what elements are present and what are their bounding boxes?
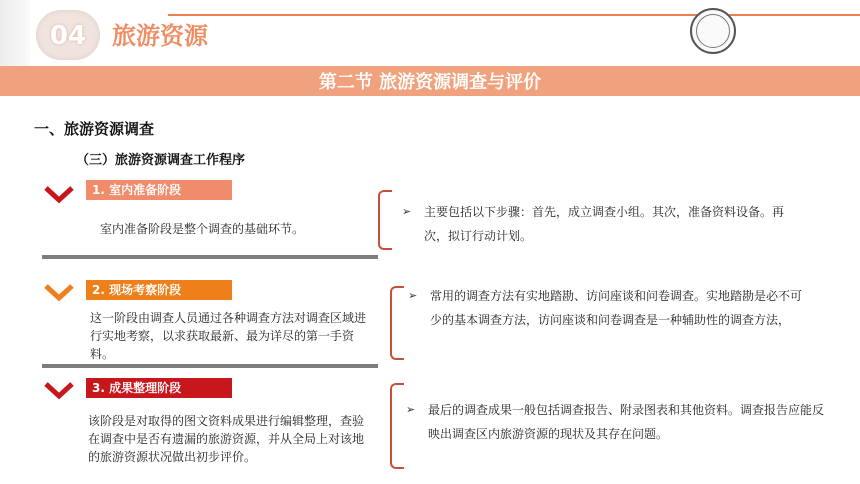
heading-level2: （三）旅游资源调查工作程序	[76, 153, 246, 168]
stage-1-brace	[378, 190, 392, 250]
stage-1-label: 1. 室内准备阶段	[86, 180, 232, 200]
stage-1-notes-text: 主要包括以下步骤：首先，成立调查小组。其次，准备资料设备。再次，拟订行动计划。	[424, 205, 785, 243]
stage-2-notes	[408, 284, 808, 332]
chapter-banner	[0, 66, 860, 96]
arrow-bullet-icon: ➢	[408, 289, 418, 302]
arrow-bullet-icon: ➢	[402, 205, 412, 218]
section-title: 旅游资源	[112, 22, 208, 50]
stage-1-description: 室内准备阶段是整个调查的基础环节。	[100, 222, 305, 236]
stage-3-description: 该阶段是对取得的图文资料成果进行编辑整理，查验在调查中是否有遗漏的旅游资源，并从全局上对该地的旅游资源状况做出初步评价。	[88, 414, 365, 464]
stage-3-notes	[406, 398, 826, 446]
stage-2-notes-text: 常用的调查方法有实地踏勘、访问座谈和问卷调查。实地踏勘是必不可少的基本调查方法，访问座谈和问卷调查是一种辅助性的调查方法，	[430, 289, 803, 327]
header-shadow	[0, 0, 30, 66]
section-number: 04	[49, 21, 87, 51]
stage-3-label: 3. 成果整理阶段	[86, 378, 232, 398]
heading-level1: 一、旅游资源调查	[34, 120, 155, 138]
stage-2-divider	[42, 364, 378, 368]
chevron-down-icon	[42, 380, 76, 402]
arrow-bullet-icon: ➢	[406, 403, 416, 416]
chevron-down-icon	[42, 282, 76, 304]
chapter-banner-title: 第二节 旅游资源调查与评价	[318, 72, 542, 93]
university-seal-icon	[690, 8, 736, 54]
chevron-down-icon	[42, 184, 76, 206]
stage-3-notes-text: 最后的调查成果一般包括调查报告、附录图表和其他资料。调查报告应能反映出调查区内旅游资源的现状及其存在问题。	[428, 403, 825, 441]
stage-3-brace	[390, 383, 404, 469]
stage-2-brace	[390, 286, 404, 360]
stage-1-divider	[42, 255, 378, 259]
stage-1-notes	[402, 200, 802, 248]
stage-2-label: 2. 现场考察阶段	[86, 280, 232, 300]
header-rule	[168, 14, 860, 16]
stage-2-description: 这一阶段由调查人员通过各种调查方法对调查区域进行实地考察，以求获取最新、最为详尽的第一手资料。	[90, 311, 367, 361]
